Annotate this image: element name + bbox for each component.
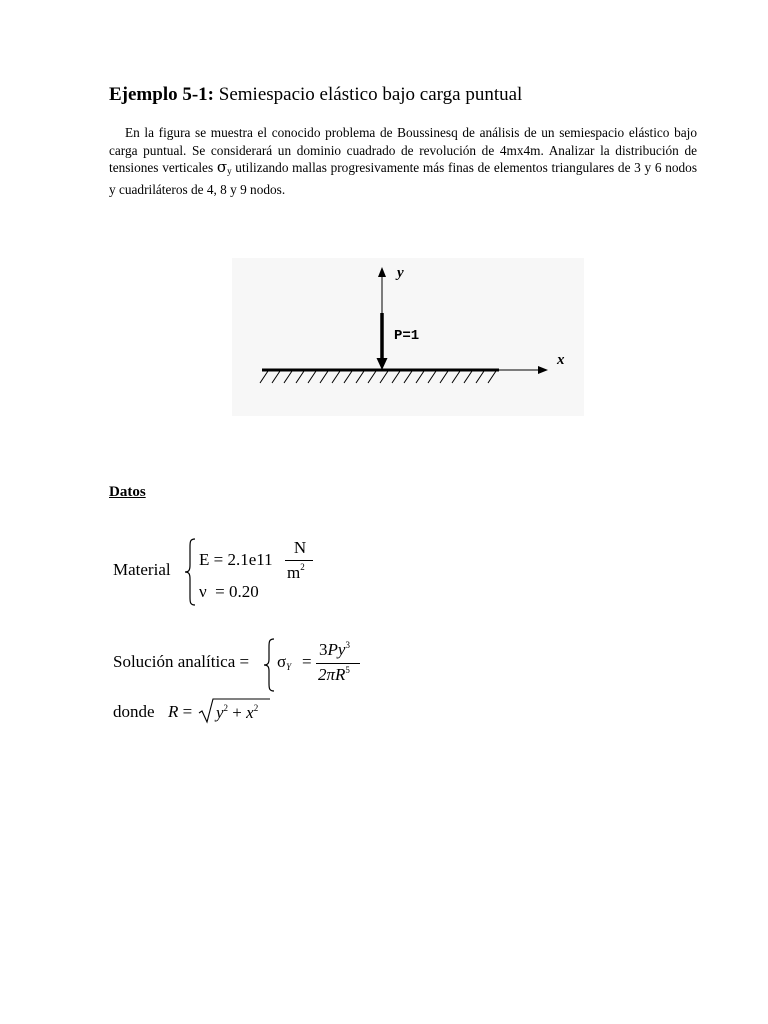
unit-numerator: N xyxy=(293,538,307,557)
solution-sigma: σ xyxy=(277,652,287,671)
unit-denominator xyxy=(287,563,305,583)
unit-den-base: m xyxy=(287,563,301,582)
sigma-y-symbol xyxy=(277,652,291,672)
den-coef: 2πR xyxy=(318,665,346,684)
intro-paragraph xyxy=(109,124,697,198)
sigma-subscript: y xyxy=(227,166,232,177)
radicand-y-exp: 2 xyxy=(223,703,229,713)
radicand-x: x xyxy=(246,703,254,722)
example-number: Ejemplo 5-1: xyxy=(109,84,215,105)
example-title xyxy=(109,84,522,106)
radicand-plus: + xyxy=(232,703,242,722)
sigma-symbol: σ xyxy=(216,158,228,177)
solution-numerator xyxy=(319,640,350,660)
poisson-ratio: ν = 0.20 xyxy=(199,582,259,601)
sqrt-radicand xyxy=(216,703,258,723)
x-axis-label: x xyxy=(557,352,565,368)
intro-text-2: utilizando mallas progresivamente más finas de elementos triangulares de 3 y 6 nodos y cuadriláteros de 4, 8 y 9 nodos. xyxy=(109,160,697,197)
solution-sigma-sub: Y xyxy=(286,662,292,672)
num-exp: 3 xyxy=(345,640,350,650)
solution-denominator xyxy=(318,665,350,685)
r-definition-lhs: R = xyxy=(168,702,193,721)
solution-brace xyxy=(262,637,278,693)
num-var: Py xyxy=(327,640,346,659)
datos-heading: Datos xyxy=(109,484,146,500)
donde-label: donde xyxy=(113,702,155,721)
unit-fraction-bar xyxy=(285,560,313,561)
youngs-modulus: E = 2.1e11 xyxy=(199,550,273,569)
den-exp: 5 xyxy=(345,665,350,675)
boussinesq-figure xyxy=(232,258,584,416)
y-axis-label: y xyxy=(397,265,404,281)
material-brace xyxy=(183,537,199,607)
solution-label: Solución analítica = xyxy=(113,652,250,671)
unit-den-exp: 2 xyxy=(300,562,305,572)
material-label: Material xyxy=(113,560,171,579)
radicand-x-exp: 2 xyxy=(253,703,259,713)
load-label: P=1 xyxy=(394,328,420,344)
intro-text-1: En la figura se muestra el conocido problema de Boussinesq de análisis de un semiespacio elástico bajo carga puntual. Se considerará un dominio cuadrado de revolución de 4mx4m. Analizar la distribución de tensiones verticales xyxy=(109,125,697,176)
solution-fraction-bar xyxy=(316,663,360,664)
example-subject: Semiespacio elástico bajo carga puntual xyxy=(214,84,523,105)
num-coef: 3 xyxy=(319,640,328,659)
solution-equals: = xyxy=(302,652,312,671)
radicand-y: y xyxy=(216,703,224,722)
